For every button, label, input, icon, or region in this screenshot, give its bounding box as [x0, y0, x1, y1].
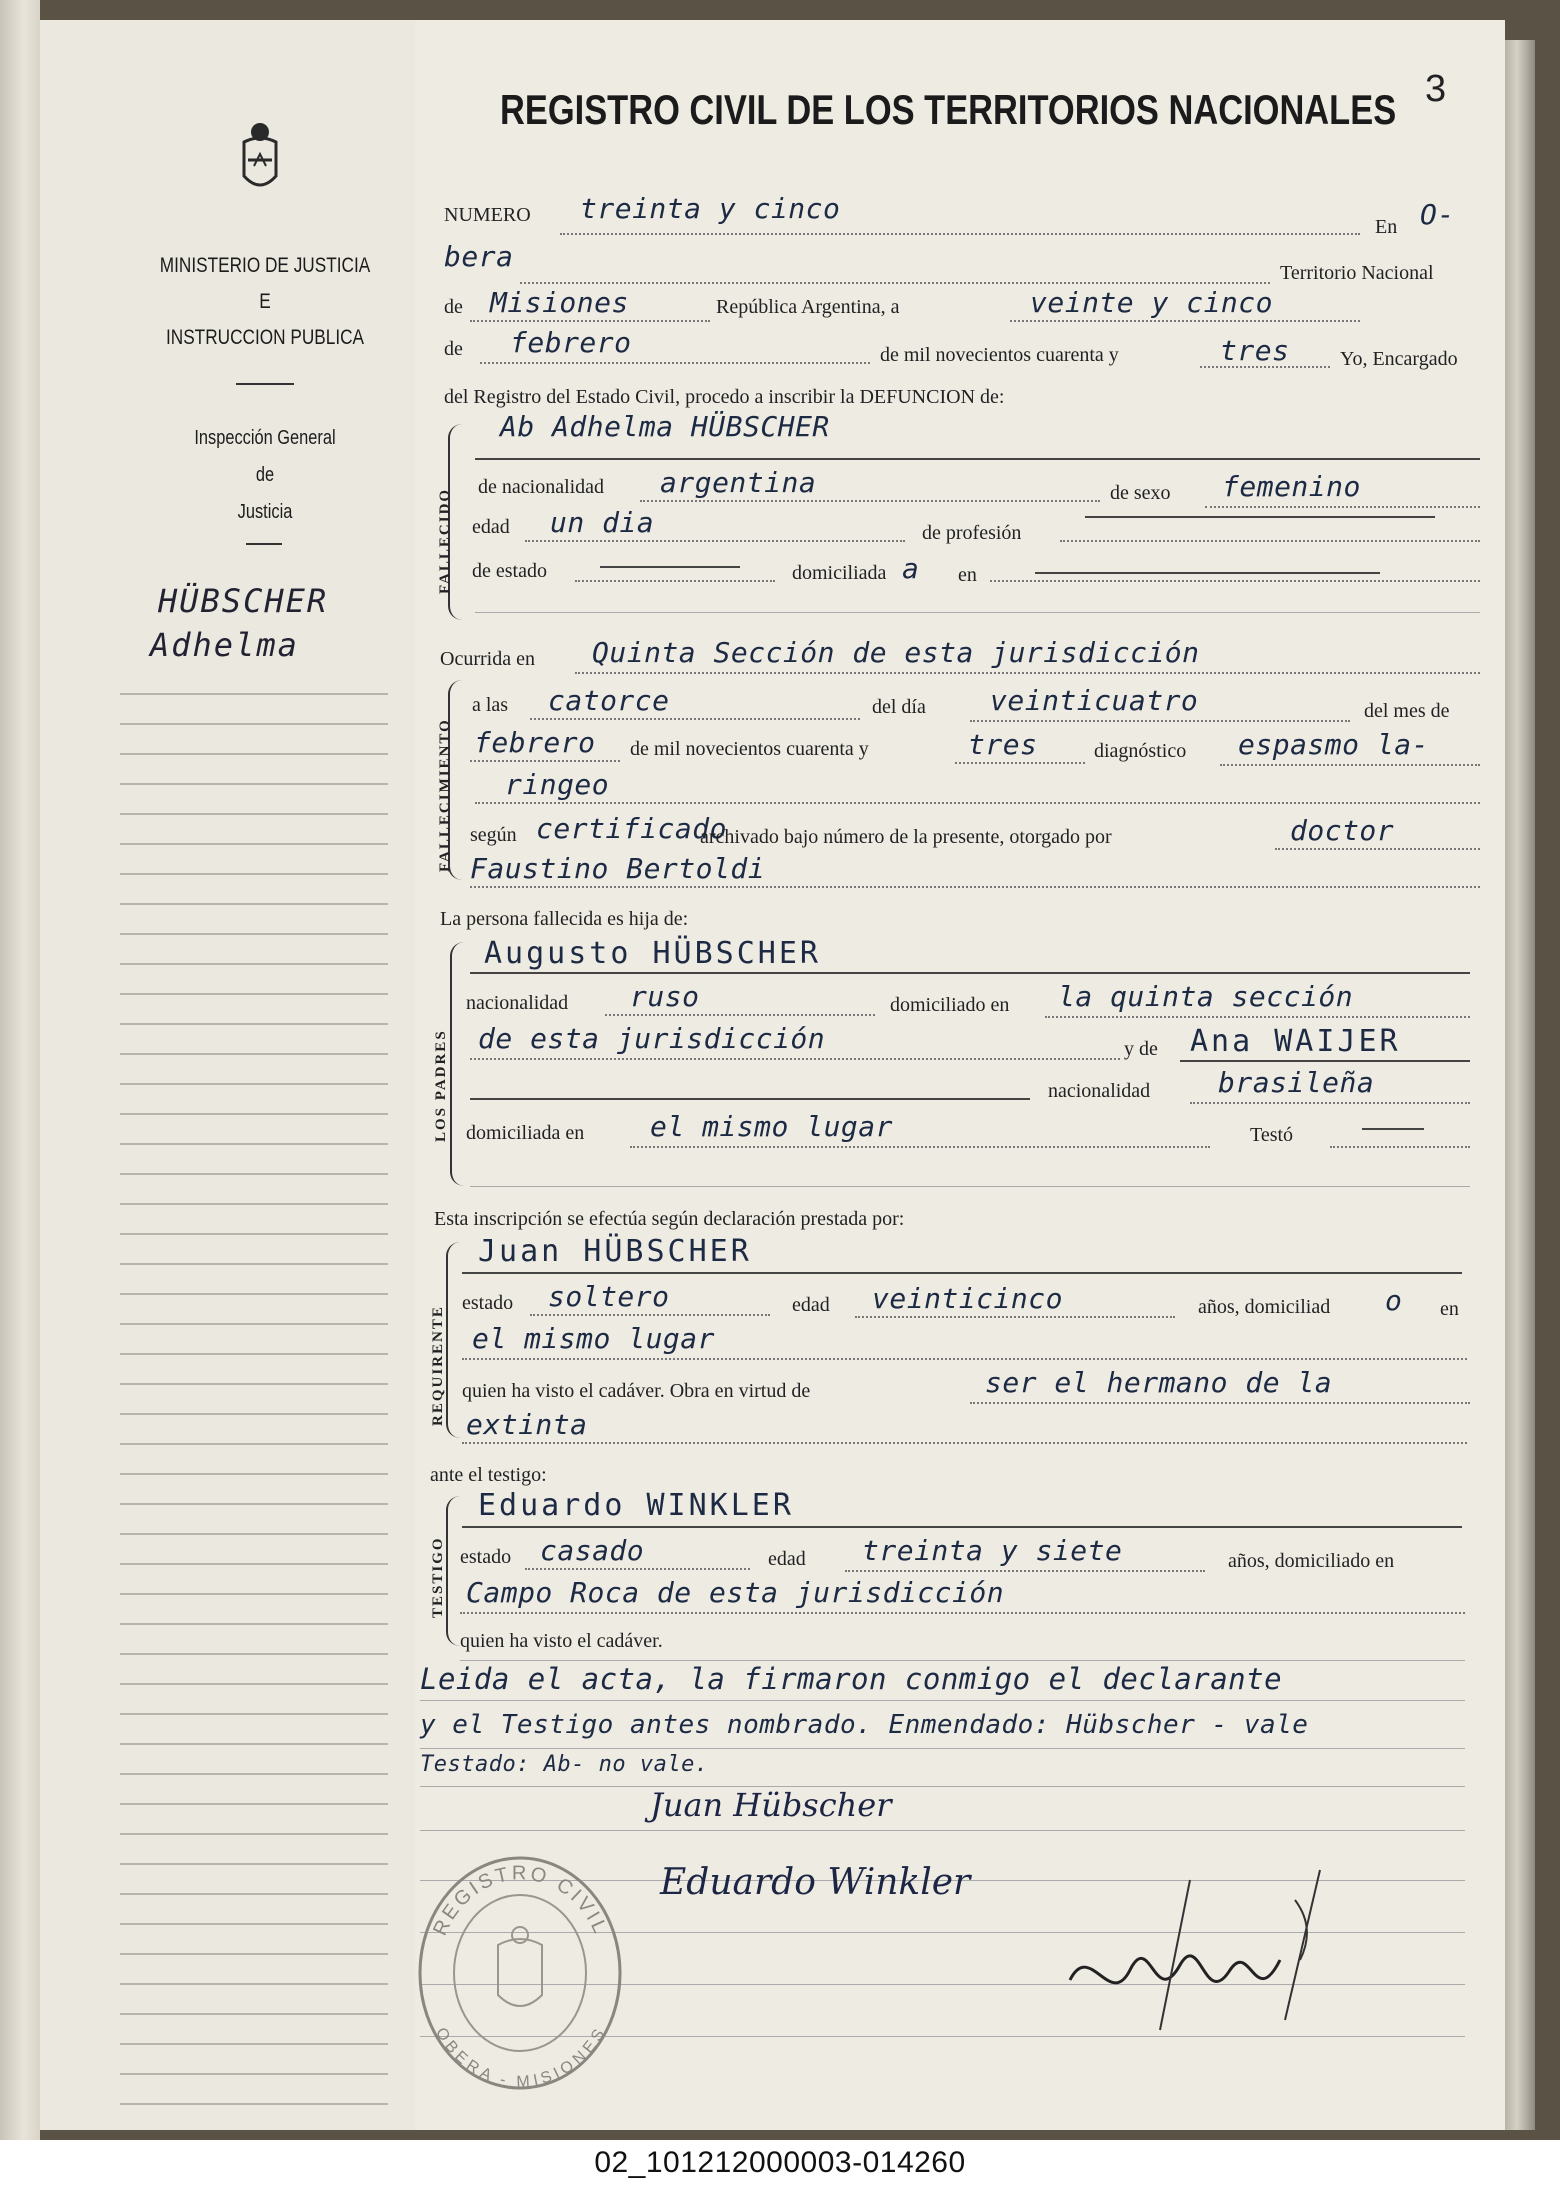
fill-line	[470, 1186, 1470, 1187]
requirente-edad-value: veinticinco	[872, 1282, 1063, 1315]
domiciliada-suffix: a	[902, 552, 920, 585]
fallecimiento-year-label: de mil novecientos cuarenta y	[630, 738, 869, 760]
fill-line	[630, 1146, 1210, 1148]
numero-value: treinta y cinco	[580, 192, 841, 225]
declarante-signature: Juan Hübscher	[650, 1786, 892, 1824]
fill-line	[475, 458, 1480, 460]
fill-line	[462, 1526, 1462, 1528]
fallecimiento-year-value: tres	[968, 728, 1038, 761]
fill-line	[525, 540, 905, 542]
fill-line	[640, 500, 1100, 502]
fill-line	[475, 612, 1480, 613]
padre-name: Augusto HÜBSCHER	[484, 936, 821, 971]
stub-ministry-line: E	[259, 290, 271, 313]
fallecimiento-section-label: FALLECIMIENTO	[437, 718, 453, 872]
nacionalidad-label: de nacionalidad	[478, 476, 605, 498]
argentine-coat-of-arms-icon	[238, 120, 282, 194]
fill-line	[480, 362, 870, 364]
padre-domicilio-value: la quinta sección	[1058, 980, 1354, 1013]
republica-label: República Argentina, a	[716, 296, 900, 318]
fill-line	[605, 1014, 875, 1016]
stub-inspection-line: Inspección General	[194, 427, 336, 449]
dash-entry	[1362, 1128, 1424, 1130]
mes-value: febrero	[474, 726, 596, 759]
nacionalidad-value: argentina	[660, 466, 817, 499]
requirente-section-label: REQUIRENTE	[430, 1305, 446, 1426]
stub-divider	[236, 383, 294, 385]
testigo-edad-value: treinta y siete	[862, 1534, 1123, 1567]
stub-divider	[246, 543, 282, 545]
testigo-quien-label: quien ha visto el cadáver.	[460, 1630, 663, 1652]
testigo-estado-value: casado	[540, 1534, 645, 1567]
fill-line	[530, 718, 860, 720]
fill-line	[1060, 540, 1480, 542]
place-part2: bera	[444, 240, 514, 273]
fill-line	[1205, 506, 1480, 508]
fill-line	[1010, 320, 1360, 322]
madre-name: Ana WAIJER	[1190, 1024, 1401, 1059]
testigo-edad-label: edad	[768, 1548, 806, 1570]
fill-line	[420, 1748, 1465, 1749]
numero-label: NUMERO	[444, 204, 531, 226]
fill-line	[1045, 1016, 1470, 1018]
segun-label: según	[470, 824, 517, 846]
month-label: de	[444, 338, 463, 360]
padres-brace	[450, 942, 466, 1186]
madre-nacionalidad-label: nacionalidad	[1048, 1080, 1151, 1102]
padre-nacionalidad-label: nacionalidad	[466, 992, 569, 1014]
mes-label: del mes de	[1364, 700, 1450, 722]
fill-line	[845, 1570, 1205, 1572]
dia-value: veinticuatro	[990, 684, 1199, 717]
registrar-signature-scribble	[1040, 1860, 1340, 2050]
estado-label: de estado	[472, 560, 547, 582]
requirente-estado-value: soltero	[548, 1280, 670, 1313]
stub-inspection-line: Justicia	[237, 501, 293, 523]
fill-line	[560, 233, 1360, 235]
fill-line	[470, 1098, 1030, 1100]
requirente-anos-label: años, domiciliad	[1198, 1296, 1331, 1318]
encargado-label: Yo, Encargado	[1340, 348, 1458, 370]
fill-line	[460, 1612, 1465, 1614]
fill-line	[530, 1314, 770, 1316]
fill-line	[955, 762, 1085, 764]
fill-line	[970, 720, 1350, 722]
fallecido-section-label: FALLECIDO	[437, 487, 453, 594]
fill-line	[1190, 1102, 1470, 1104]
padre-domicilio-value-cont: de esta jurisdicción	[478, 1022, 826, 1055]
dash-entry	[600, 566, 740, 568]
diagnostico-value-cont: ringeo	[505, 768, 610, 801]
alas-label: a las	[472, 694, 509, 716]
fill-line	[970, 1402, 1470, 1404]
fill-line	[470, 886, 1480, 888]
diagnostico-label: diagnóstico	[1094, 740, 1187, 762]
book-binding	[0, 0, 40, 2140]
madre-domicilio-value: el mismo lugar	[650, 1110, 894, 1143]
edad-label: edad	[472, 516, 510, 538]
otorgado-value: doctor	[1290, 814, 1395, 847]
fill-line	[420, 1700, 1465, 1701]
requirente-brace	[446, 1242, 462, 1438]
image-id-caption: 02_101212000003-014260	[594, 2146, 966, 2179]
testigo-name: Eduardo WINKLER	[478, 1488, 794, 1523]
closing-line-1: Leida el acta, la firmaron conmigo el declarante	[420, 1662, 1283, 1696]
requirente-virtud-value: ser el hermano de la	[985, 1366, 1333, 1399]
dash-entry	[1035, 572, 1380, 574]
dia-label: del día	[872, 696, 926, 718]
month-value: febrero	[510, 326, 632, 359]
fill-line	[462, 1272, 1462, 1274]
fill-line	[1220, 764, 1480, 766]
territorio-label: Territorio Nacional	[1280, 262, 1434, 284]
registro-text: del Registro del Estado Civil, procedo a inscribir la DEFUNCION de:	[444, 386, 1005, 408]
hora-value: catorce	[548, 684, 670, 717]
testigo-anos-label: años, domiciliado en	[1228, 1550, 1395, 1572]
fill-line	[990, 580, 1480, 582]
testigo-brace	[446, 1496, 462, 1646]
testigo-domicilio-value: Campo Roca de esta jurisdicción	[466, 1576, 1005, 1609]
sexo-value: femenino	[1222, 470, 1361, 503]
fill-line	[525, 1568, 750, 1570]
padre-nacionalidad-value: ruso	[630, 980, 700, 1013]
requirente-en-label: en	[1440, 1298, 1459, 1320]
fill-line	[460, 1660, 1465, 1661]
closing-line-3: Testado: Ab- no vale.	[420, 1752, 709, 1777]
requirente-edad-label: edad	[792, 1294, 830, 1316]
yde-label: y de	[1124, 1038, 1158, 1060]
fill-line	[470, 972, 1470, 974]
fill-line	[855, 1316, 1175, 1318]
fill-line	[1200, 366, 1330, 368]
fill-line	[470, 1058, 1120, 1060]
fallecido-name: Ab Adhelma HÜBSCHER	[500, 410, 830, 443]
page-number: 3	[1425, 68, 1447, 110]
requirente-name: Juan HÜBSCHER	[478, 1234, 752, 1269]
stub-ministry-heading	[130, 248, 401, 356]
stub-surname: HÜBSCHER	[158, 582, 329, 620]
testigo-intro-label: ante el testigo:	[430, 1464, 547, 1486]
padres-section-label: LOS PADRES	[433, 1029, 449, 1142]
testigo-signature: Eduardo Winkler	[660, 1862, 971, 1903]
archivado-label: archivado bajo número de la presente, otorgado por	[700, 826, 1112, 848]
stub-ruled-lines	[120, 665, 388, 2105]
stub-inspection-line: de	[255, 464, 275, 486]
stamp-top-text: REGISTRO CIVIL	[429, 1862, 612, 1940]
requirente-virtud-value-cont: extinta	[466, 1408, 588, 1441]
fill-line	[420, 1786, 1465, 1787]
testigo-section-label: TESTIGO	[430, 1536, 446, 1618]
requirente-quien-label: quien ha visto el cadáver. Obra en virtud de	[462, 1380, 811, 1402]
padres-intro-label	[440, 908, 688, 931]
requirente-domiciliad-suffix: o	[1385, 1284, 1403, 1317]
page-edge	[1505, 40, 1535, 2130]
fill-line	[520, 282, 1270, 284]
fill-line	[1275, 848, 1480, 850]
day-value: veinte y cinco	[1030, 286, 1274, 319]
fill-line	[575, 580, 775, 582]
de-label: de	[444, 296, 463, 318]
profesion-label: de profesión	[922, 522, 1022, 544]
dash-entry	[1085, 516, 1435, 518]
madre-nacionalidad-value: brasileña	[1218, 1066, 1375, 1099]
stamp-bottom-text: OBERA - MISIONES	[431, 2024, 610, 2091]
territory-value: Misiones	[490, 286, 629, 319]
certificado-value: certificado	[536, 812, 727, 845]
stub-ministry-line: MINISTERIO DE JUSTICIA	[159, 254, 371, 277]
requirente-estado-label: estado	[462, 1292, 514, 1314]
fill-line	[575, 672, 1480, 674]
domiciliada-label: domiciliada	[792, 562, 887, 584]
svg-text:OBERA - MISIONES	[432, 2025, 609, 2091]
year-value: tres	[1220, 334, 1290, 367]
fill-line	[1180, 1060, 1470, 1062]
padres-intro-text: La persona fallecida es hija de:	[440, 908, 689, 930]
madre-domiciliada-label: domiciliada en	[466, 1122, 585, 1144]
fill-line	[1330, 1146, 1470, 1148]
registro-civil-stamp	[408, 1845, 633, 2095]
stub-given-name: Adhelma	[150, 626, 299, 664]
padre-domiciliado-label: domiciliado en	[890, 994, 1010, 1016]
fill-line	[462, 1442, 1467, 1444]
page-title: REGISTRO CIVIL DE LOS TERRITORIOS NACIONALES	[500, 86, 1397, 133]
place-part1: O-	[1420, 198, 1455, 231]
ocurrida-value: Quinta Sección de esta jurisdicción	[592, 636, 1200, 669]
fill-line	[462, 1358, 1467, 1360]
diagnostico-value: espasmo la-	[1238, 728, 1429, 761]
domiciliada-en-label: en	[958, 564, 977, 586]
fill-line	[470, 760, 620, 762]
sexo-label: de sexo	[1110, 482, 1171, 504]
requirente-intro-label: Esta inscripción se efectúa según declaración prestada por:	[434, 1208, 905, 1230]
testo-label: Testó	[1250, 1124, 1294, 1146]
fill-line	[475, 802, 1480, 804]
fill-line	[470, 320, 710, 322]
en-label: En	[1375, 216, 1398, 238]
closing-line-2: y el Testigo antes nombrado. Enmendado: Hübscher - vale	[420, 1710, 1309, 1740]
edad-value: un dia	[550, 506, 655, 539]
testigo-estado-label: estado	[460, 1546, 512, 1568]
stub-ministry-line: INSTRUCCION PUBLICA	[165, 326, 365, 349]
medico-value: Faustino Bertoldi	[470, 852, 766, 885]
stub-inspection-heading	[130, 420, 401, 531]
fill-line	[420, 1830, 1465, 1831]
requirente-domicilio-value: el mismo lugar	[472, 1322, 716, 1355]
ocurrida-label: Ocurrida en	[440, 648, 535, 670]
year-label: de mil novecientos cuarenta y	[880, 344, 1119, 366]
